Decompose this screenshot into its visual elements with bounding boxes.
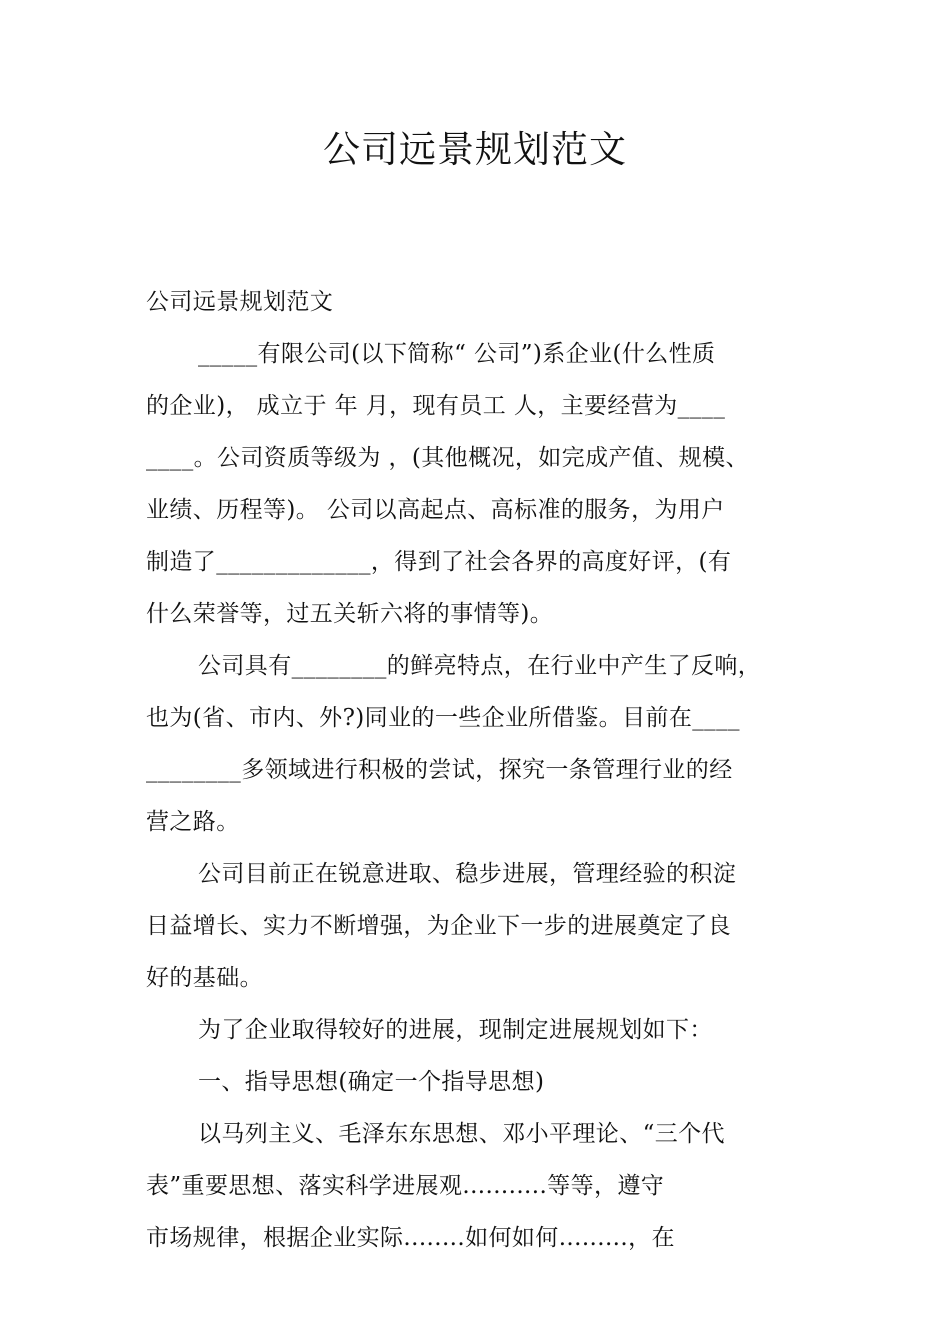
body-line: 公司目前正在锐意进取、稳步进展，管理经验的积淀 <box>198 861 737 887</box>
body-line: 公司远景规划范文 <box>146 289 334 315</box>
body-line: 的企业)， 成立于 年 月，现有员工 人，主要经营为____ <box>146 393 726 419</box>
section-heading: 一、指导思想(确定一个指导思想) <box>198 1069 545 1095</box>
body-line: 市场规律，根据企业实际........如何如何.........，在 <box>146 1225 675 1251</box>
body-line: 制造了_____________，得到了社会各界的高度好评，(有 <box>146 549 732 575</box>
document-title: 公司远景规划范文 <box>323 128 627 171</box>
body-line: 好的基础。 <box>146 965 263 991</box>
document-body <box>146 276 810 1264</box>
body-line: 为了企业取得较好的进展，现制定进展规划如下： <box>198 1017 713 1043</box>
body-line: 营之路。 <box>146 809 240 835</box>
body-line: ____。公司资质等级为 ，(其他概况，如完成产值、规模、 <box>146 445 749 471</box>
body-line: 公司具有________的鲜亮特点，在行业中产生了反响， <box>198 653 762 679</box>
body-line: ________多领域进行积极的尝试，探究一条管理行业的经 <box>146 757 733 783</box>
body-line: _____有限公司(以下简称“ 公司”)系企业(什么性质 <box>198 341 716 367</box>
body-line: 业绩、历程等)。 公司以高起点、高标准的服务，为用户 <box>146 497 725 523</box>
body-line: 什么荣誉等，过五关斩六将的事情等)。 <box>146 601 554 627</box>
body-line: 以马列主义、毛泽东东思想、邓小平理论、“三个代 <box>198 1121 725 1147</box>
body-line: 日益增长、实力不断增强，为企业下一步的进展奠定了良 <box>146 913 731 939</box>
body-line: 也为(省、市内、外?)同业的一些企业所借鉴。目前在____ <box>146 705 740 731</box>
body-line: 表”重要思想、落实科学进展观...........等等，遵守 <box>146 1173 665 1199</box>
